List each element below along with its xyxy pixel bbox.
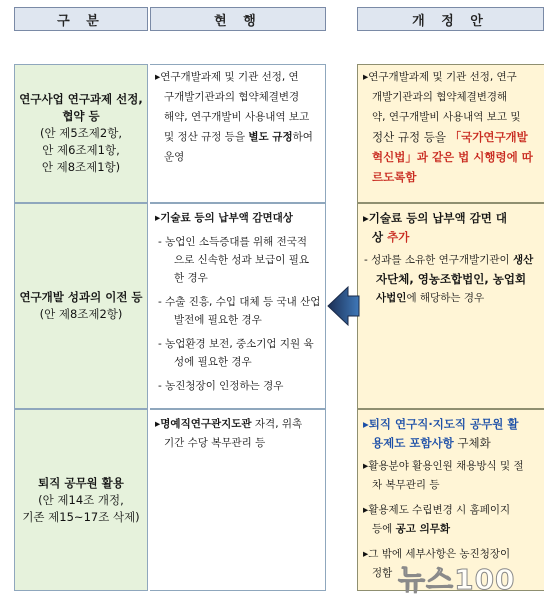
row2-revised-line4: 자단체, 영농조합법인, 농업회 <box>376 272 527 286</box>
row3-revised-line8: 정함 <box>372 567 393 579</box>
row1-current <box>150 64 326 203</box>
row3-ref-2: 기존 제15~17조 삭제) <box>22 509 140 524</box>
row2-current-item4-l1: - 농진청장이 인정하는 경우 <box>158 380 284 392</box>
row1-ref-1: (안 제5조제2항, <box>40 126 122 140</box>
row2-current-head: ▸기술료 등의 납부액 감면대상 <box>155 212 293 224</box>
header-current: 현 행 <box>150 7 326 31</box>
arrow-left-icon <box>326 283 360 329</box>
row3-revised-line2: 용제도 포함사항 구체화 <box>372 436 491 450</box>
row3-current-line1: ▸명예직연구관지도관 자격, 위촉 <box>155 418 303 430</box>
row1-title-line1: 연구사업 연구과제 선정, <box>19 92 143 106</box>
row1-current-line5: 운영 <box>164 151 185 163</box>
row2-current-item3-l1: - 농업환경 보전, 중소기업 지원 육 <box>158 338 314 350</box>
row2-ref-1: (안 제8조제2항) <box>39 307 123 321</box>
row1-revised-line3: 약, 연구개발비 사용내역 보고 및 <box>372 111 521 123</box>
row1-division <box>14 64 148 203</box>
row1-ref-3: 안 제8조제1항) <box>41 160 121 174</box>
row1-current-line2: 구개발기관과의 협약체결변경 <box>164 91 300 103</box>
row3-revised-line5: ▸활용제도 수립변경 시 홈페이지 <box>363 504 511 516</box>
row3-title: 퇴직 공무원 활용 <box>38 475 124 490</box>
row3-revised-line7: ▸그 밖에 세부사항은 농진청장이 <box>363 548 511 560</box>
row3-division <box>14 409 148 591</box>
row1-ref-2: 안 제6조제1항, <box>42 143 120 157</box>
row2-revised <box>357 203 544 409</box>
row1-current-line4: 및 정산 규정 등을 별도 규정하여 <box>164 131 313 143</box>
row2-revised-line3: - 성과를 소유한 연구개발기관이 생산 <box>364 254 534 266</box>
row1-revised-line1: ▸연구개발과제 및 기관 선정, 연구 <box>363 71 517 83</box>
watermark-logo: 뉴스100 <box>398 563 516 596</box>
row2-current <box>150 203 326 409</box>
row3-ref-1: (안 제14조 개정, <box>38 492 124 507</box>
row2-current-item1-l1: - 농업인 소득증대를 위해 전국적 <box>158 236 307 248</box>
row3-current-line2: 기간 수당 복무관리 등 <box>164 437 266 449</box>
row1-current-line3: 해약, 연구개발비 사용내역 보고 <box>164 111 310 123</box>
row2-revised-line2: 상 추가 <box>372 230 410 244</box>
row2-division <box>14 203 148 409</box>
row3-current <box>150 409 326 591</box>
row1-revised-line4: 정산 규정 등을 「국가연구개발 <box>372 130 528 144</box>
row1-revised-line6: 르도록함 <box>372 170 417 184</box>
row2-current-item1-l3: 한 경우 <box>174 272 208 284</box>
row2-current-item2-l1: - 수출 진흥, 수입 대체 등 국내 산업 <box>158 296 321 308</box>
row1-revised <box>357 64 544 203</box>
row1-current-line1: ▸연구개발과제 및 기관 선정, 연 <box>155 71 299 83</box>
row2-current-item2-l2: 발전에 필요한 경우 <box>174 314 262 326</box>
row2-current-item1-l2: 으로 신속한 성과 보급이 필요 <box>174 254 310 266</box>
row1-revised-line2: 개발기관과의 협약체결변경해 <box>372 91 508 103</box>
row1-revised-line5: 혁신법」과 같은 법 시행령에 따 <box>372 150 533 164</box>
row2-revised-line5: 사법인에 해당하는 경우 <box>376 292 485 304</box>
row3-revised-line1: ▸퇴직 연구직·지도직 공무원 활 <box>363 417 519 431</box>
row3-revised-line3: ▸활용분야 활용인원 채용방식 및 절 <box>363 460 524 472</box>
row2-current-item3-l2: 성에 필요한 경우 <box>174 356 252 368</box>
row2-revised-line1: ▸기술료 등의 납부액 감면 대 <box>363 211 507 225</box>
row3-revised-line6: 등에 공고 의무화 <box>372 523 450 535</box>
header-revised: 개 정 안 <box>357 7 544 31</box>
row3-revised-line4: 차 복무관리 등 <box>372 479 440 491</box>
header-division: 구 분 <box>14 7 148 31</box>
row2-title: 연구개발 성과의 이전 등 <box>19 290 143 304</box>
row1-title-line2: 협약 등 <box>62 109 100 123</box>
